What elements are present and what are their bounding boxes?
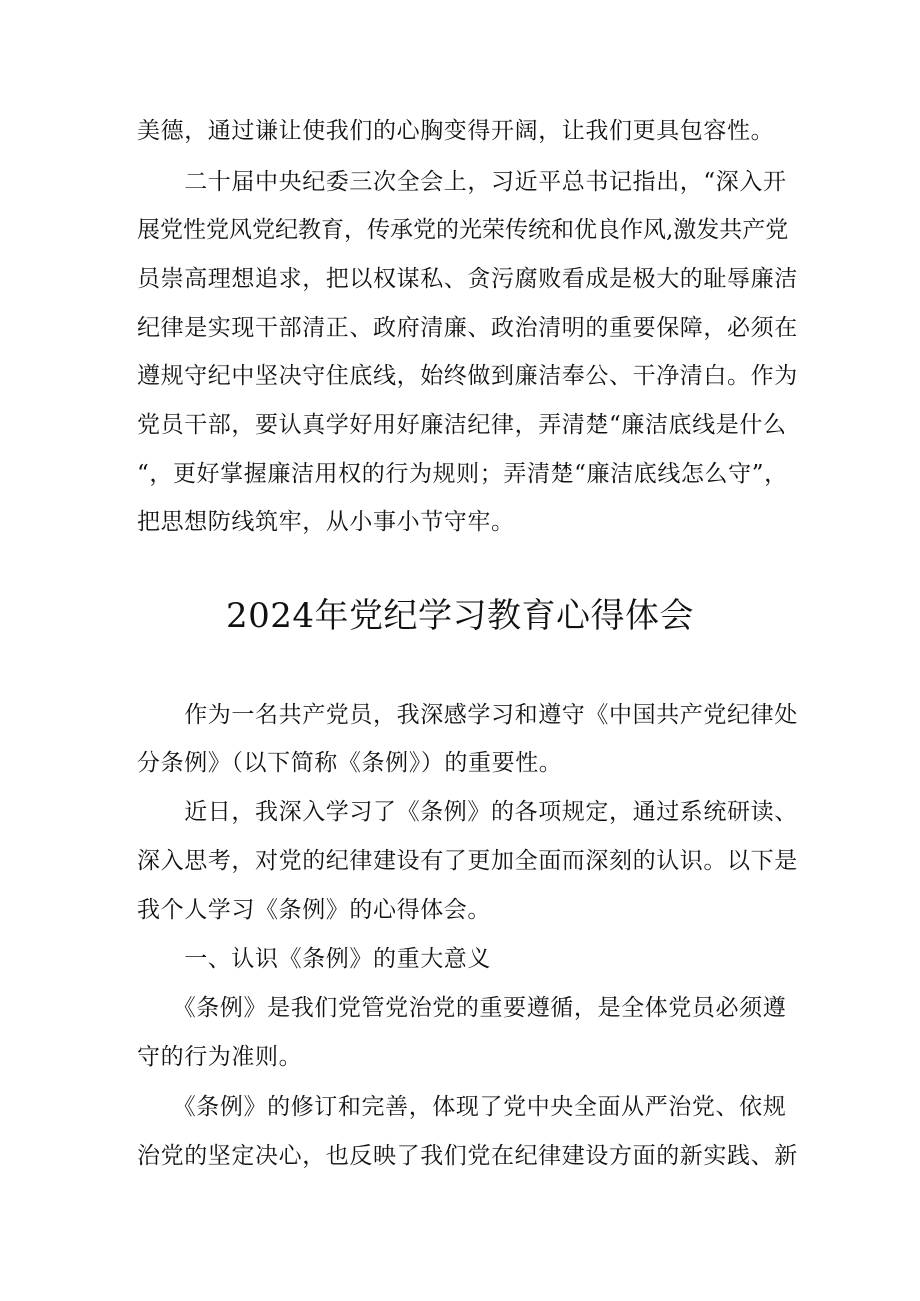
paragraph-line: 《条例》是我们党管党治党的重要遵循，是全体党员必须遵 <box>137 995 787 1021</box>
paragraph-line: 近日，我深入学习了《条例》的各项规定，通过系统研读、 <box>137 799 798 825</box>
paragraph-line: 把思想防线筑牢，从小事小节守牢。 <box>137 509 515 535</box>
paragraph-line: 党员干部，要认真学好用好廉洁纪律，弄清楚“廉洁底线是什么 <box>137 412 787 438</box>
section-heading: 一、认识《条例》的重大意义 <box>137 946 491 972</box>
paragraph-line: 美德，通过谦让使我们的心胸变得开阔，让我们更具包容性。 <box>137 118 775 144</box>
paragraph-line: 《条例》的修订和完善，体现了党中央全面从严治党、依规 <box>137 1094 787 1120</box>
paragraph-line: 作为一名共产党员，我深感学习和遵守《中国共产党纪律处 <box>137 702 798 728</box>
paragraph-line: “，更好掌握廉洁用权的行为规则；弄清楚“廉洁底线怎么守”， <box>137 461 788 487</box>
page-title: 2024年党纪学习教育心得体会 <box>225 596 695 636</box>
paragraph-line: 守的行为准则。 <box>137 1044 303 1070</box>
paragraph-line: 深入思考，对党的纪律建设有了更加全面而深刻的认识。以下是 <box>137 848 798 874</box>
paragraph-line: 分条例》（以下简称《条例》）的重要性。 <box>137 750 563 776</box>
paragraph-line: 治党的坚定决心，也反映了我们党在纪律建设方面的新实践、新 <box>137 1143 798 1169</box>
paragraph-line: 遵规守纪中坚决守住底线，始终做到廉洁奉公、干净清白。作为 <box>137 363 798 389</box>
paragraph-line: 员崇高理想追求，把以权谋私、贪污腐败看成是极大的耻辱廉洁 <box>137 266 798 292</box>
paragraph-line: 我个人学习《条例》的心得体会。 <box>137 897 491 923</box>
paragraph-line: 展党性党风党纪教育，传承党的光荣传统和优良作风,激发共产党 <box>137 217 789 243</box>
paragraph-line: 纪律是实现干部清正、政府清廉、政治清明的重要保障，必须在 <box>137 315 798 341</box>
paragraph-line: 二十届中央纪委三次全会上，习近平总书记指出，“深入开 <box>137 169 787 195</box>
